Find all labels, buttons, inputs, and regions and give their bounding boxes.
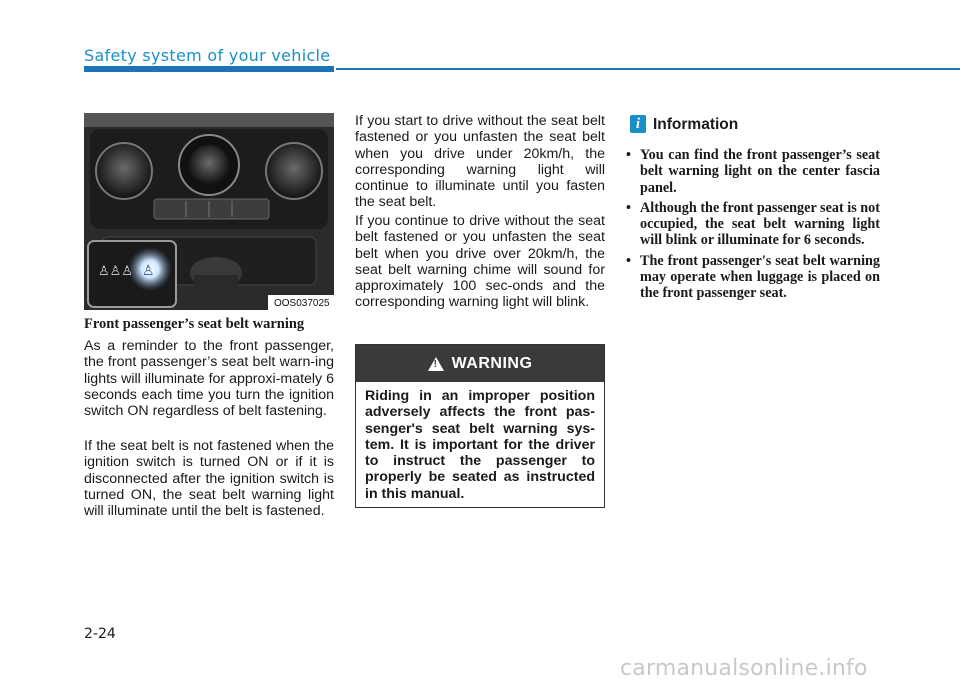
dashboard-photo <box>84 113 334 310</box>
warning-header <box>356 345 604 382</box>
figure-code: OOS037025 <box>274 298 330 309</box>
list-item: • Although the front passenger seat is not occupied, the seat belt warning light will blink or illuminate for 6 seconds. <box>626 199 880 249</box>
left-paragraph-2: If the seat belt is not fastened when the ignition switch is turned ON or if it is disconnected after the ignition switch is turned ON, the seat belt warning light will illuminate until the belt is fastened. <box>84 438 334 520</box>
svg-text:♙: ♙ <box>142 263 155 279</box>
middle-paragraph-2: If you continue to drive without the seat belt fastened or you unfasten the seat belt when you drive over 20km/h, the seat belt warning chime will sound for approximately 100 sec-onds and the corresponding warning light will blink. <box>355 213 605 311</box>
middle-paragraph-1: If you start to drive without the seat belt fastened or you unfasten the seat belt when you drive under 20km/h, the corresponding warning light will continue to illuminate until you fasten the seat belt. <box>355 113 605 211</box>
info-icon: i <box>630 115 646 133</box>
left-paragraph-1: As a reminder to the front passenger, the front passenger’s seat belt warn-ing lights will illuminate for approxi-mately 6 seconds each time you turn the ignition switch ON regardless of belt fastening. <box>84 338 334 420</box>
center-fascia-illustration <box>84 113 334 310</box>
warning-label: WARNING <box>451 354 533 372</box>
figure-caption: Front passenger’s seat belt warning <box>84 316 305 332</box>
warning-text: Riding in an improper position adversely affects the front pas-senger's seat belt warning sys-tem. It is important for the driver to instruct the passenger to properly be seated as instructed in this manual. <box>365 388 595 502</box>
warning-box <box>355 344 605 508</box>
svg-text:♙♙♙: ♙♙♙ <box>98 264 133 279</box>
page-number: 2-24 <box>84 626 116 642</box>
warning-triangle-icon: ! <box>428 357 444 371</box>
section-title: Safety system of your vehicle <box>84 46 331 65</box>
information-list <box>622 147 880 306</box>
watermark: carmanualsonline.info <box>620 656 868 681</box>
list-item: • You can find the front passenger’s seat belt warning light on the center fascia panel. <box>626 147 880 196</box>
list-item: • The front passenger's seat belt warning may operate when luggage is placed on the front passenger seat. <box>626 252 880 302</box>
header-bar-accent <box>84 66 334 72</box>
header-rule <box>336 68 960 70</box>
information-title: Information <box>653 116 739 133</box>
